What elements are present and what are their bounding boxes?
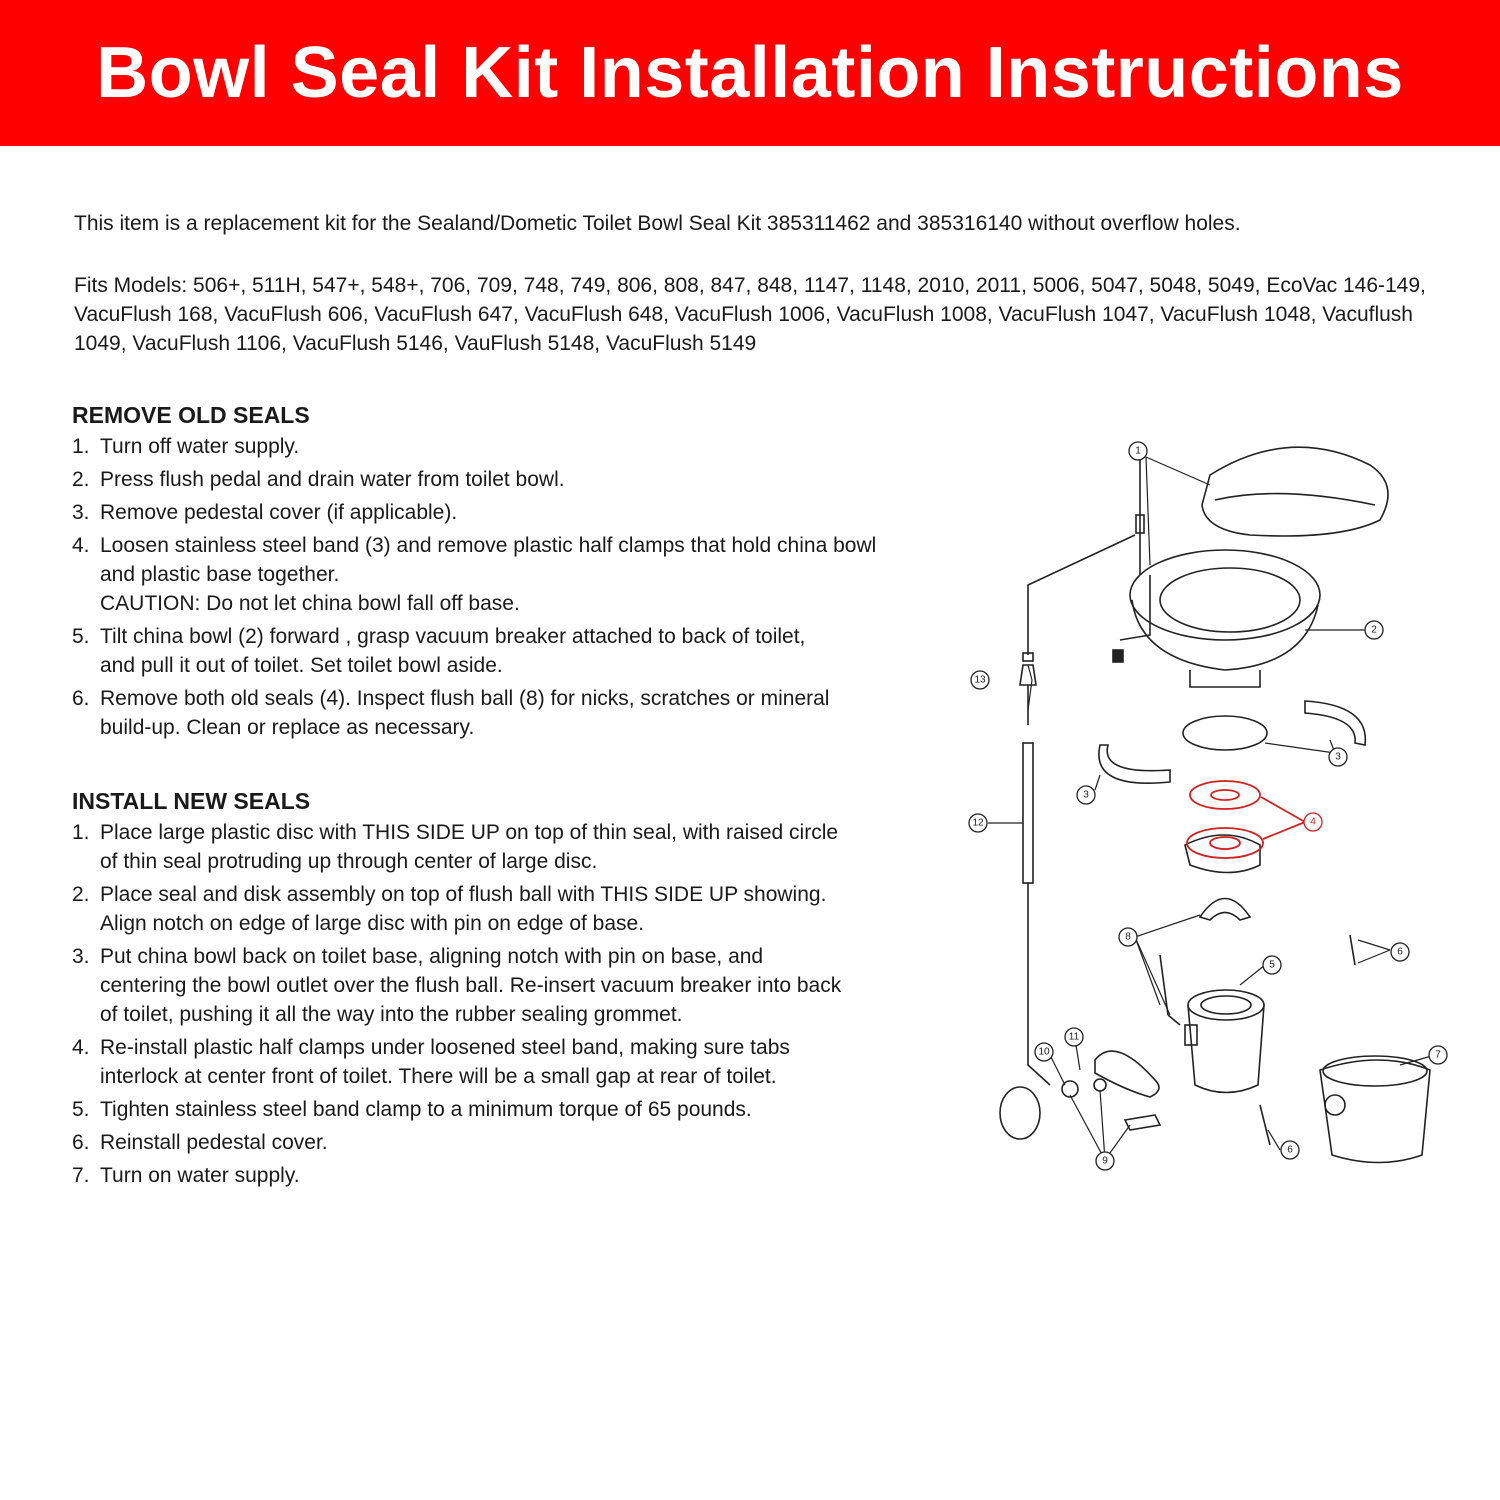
svg-text:2: 2: [1371, 624, 1377, 636]
step-number: 4.: [72, 1036, 90, 1059]
step-text: Align notch on edge of large disc with pin on edge of base.: [100, 912, 645, 935]
toilet-exploded-view: [960, 425, 1460, 1185]
step-item: [72, 1128, 992, 1157]
svg-text:1: 1: [1135, 445, 1141, 457]
step-item: [72, 942, 992, 1029]
svg-text:10: 10: [1038, 1046, 1050, 1058]
step-item: [72, 622, 992, 680]
step-text: and plastic base together.: [100, 563, 340, 586]
remove-steps-list: [72, 432, 992, 742]
svg-text:4: 4: [1310, 816, 1316, 828]
step-item: [72, 432, 992, 461]
step-text: Put china bowl back on toilet base, aligning notch with pin on base, and: [100, 945, 764, 968]
step-text: Turn off water supply.: [100, 435, 300, 458]
svg-text:13: 13: [974, 674, 986, 686]
step-number: 1.: [72, 821, 90, 844]
step-number: 5.: [72, 1098, 90, 1121]
step-item: [72, 1095, 992, 1124]
page-title: Bowl Seal Kit Installation Instructions: [96, 33, 1404, 113]
step-item: [72, 880, 992, 938]
step-number: 3.: [72, 501, 90, 524]
install-steps-list: [72, 818, 992, 1190]
svg-text:3: 3: [1335, 751, 1341, 763]
step-text: Remove pedestal cover (if applicable).: [100, 501, 458, 524]
step-text: Tighten stainless steel band clamp to a minimum torque of 65 pounds.: [100, 1098, 752, 1121]
step-number: 2.: [72, 468, 90, 491]
step-item: [72, 531, 992, 618]
svg-text:6: 6: [1397, 946, 1403, 958]
exploded-parts-diagram: [960, 425, 1460, 1185]
step-item: [72, 498, 992, 527]
step-number: 6.: [72, 1131, 90, 1154]
svg-text:7: 7: [1435, 1049, 1441, 1061]
step-number: 5.: [72, 625, 90, 648]
intro-text: This item is a replacement kit for the Sealand/Dometic Toilet Bowl Seal Kit 385311462 and 385316140 without overflow holes.: [74, 212, 1241, 235]
svg-text:9: 9: [1102, 1155, 1108, 1167]
step-number: 3.: [72, 945, 90, 968]
step-number: 7.: [72, 1164, 90, 1187]
svg-text:11: 11: [1068, 1031, 1080, 1043]
step-text: interlock at center front of toilet. There will be a small gap at rear of toilet.: [100, 1065, 777, 1088]
step-text: Turn on water supply.: [100, 1164, 300, 1187]
svg-text:6: 6: [1287, 1144, 1293, 1156]
step-text: build-up. Clean or replace as necessary.: [100, 716, 475, 739]
step-text: Place large plastic disc with THIS SIDE UP on top of thin seal, with raised circle: [100, 821, 839, 844]
step-text: Reinstall pedestal cover.: [100, 1131, 328, 1154]
step-item: [72, 684, 992, 742]
step-text: centering the bowl outlet over the flush ball. Re-insert vacuum breaker into back: [100, 974, 842, 997]
step-text: Press flush pedal and drain water from toilet bowl.: [100, 468, 565, 491]
step-item: [72, 1033, 992, 1091]
step-text: Tilt china bowl (2) forward , grasp vacuum breaker attached to back of toilet,: [100, 625, 806, 648]
step-text: CAUTION: Do not let china bowl fall off base.: [100, 592, 520, 615]
step-text: of thin seal protruding up through center of large disc.: [100, 850, 598, 873]
install-heading: INSTALL NEW SEALS: [72, 788, 311, 814]
step-text: of toilet, pushing it all the way into the rubber sealing grommet.: [100, 1003, 683, 1026]
remove-heading: REMOVE OLD SEALS: [72, 402, 310, 428]
title-banner: [0, 0, 1500, 146]
step-text: Loosen stainless steel band (3) and remove plastic half clamps that hold china bowl: [100, 534, 877, 557]
svg-text:8: 8: [1125, 931, 1131, 943]
remove-old-seals-section: [72, 400, 992, 746]
step-item: [72, 465, 992, 494]
svg-text:5: 5: [1269, 959, 1275, 971]
step-number: 1.: [72, 435, 90, 458]
step-text: Re-install plastic half clamps under loosened steel band, making sure tabs: [100, 1036, 790, 1059]
svg-text:3: 3: [1083, 789, 1089, 801]
step-text: and pull it out of toilet. Set toilet bowl aside.: [100, 654, 503, 677]
step-number: 4.: [72, 534, 90, 557]
fits-models-text: Fits Models: 506+, 511H, 547+, 548+, 706, 709, 748, 749, 806, 808, 847, 848, 1147, 1148, 2010, 2011, 5006, 5047, 5048, 5049, EcoVac 146-149, VacuFlush 168, VacuFlush 606, VacuFlush 647, VacuFlush 648, VacuFlush 1006, VacuFlush 1008, VacuFlush 1047, VacuFlush 1048, Vacuflush 1049, VacuFlush 1106, VacuFlush 5146, VauFlush 5148, VacuFlush 5149: [74, 274, 1426, 355]
svg-text:12: 12: [972, 817, 984, 829]
step-text: Place seal and disk assembly on top of flush ball with THIS SIDE UP showing.: [100, 883, 827, 906]
step-number: 6.: [72, 687, 90, 710]
step-text: Remove both old seals (4). Inspect flush ball (8) for nicks, scratches or mineral: [100, 687, 830, 710]
install-new-seals-section: [72, 786, 992, 1194]
step-number: 2.: [72, 883, 90, 906]
step-item: [72, 818, 992, 876]
step-item: [72, 1161, 992, 1190]
